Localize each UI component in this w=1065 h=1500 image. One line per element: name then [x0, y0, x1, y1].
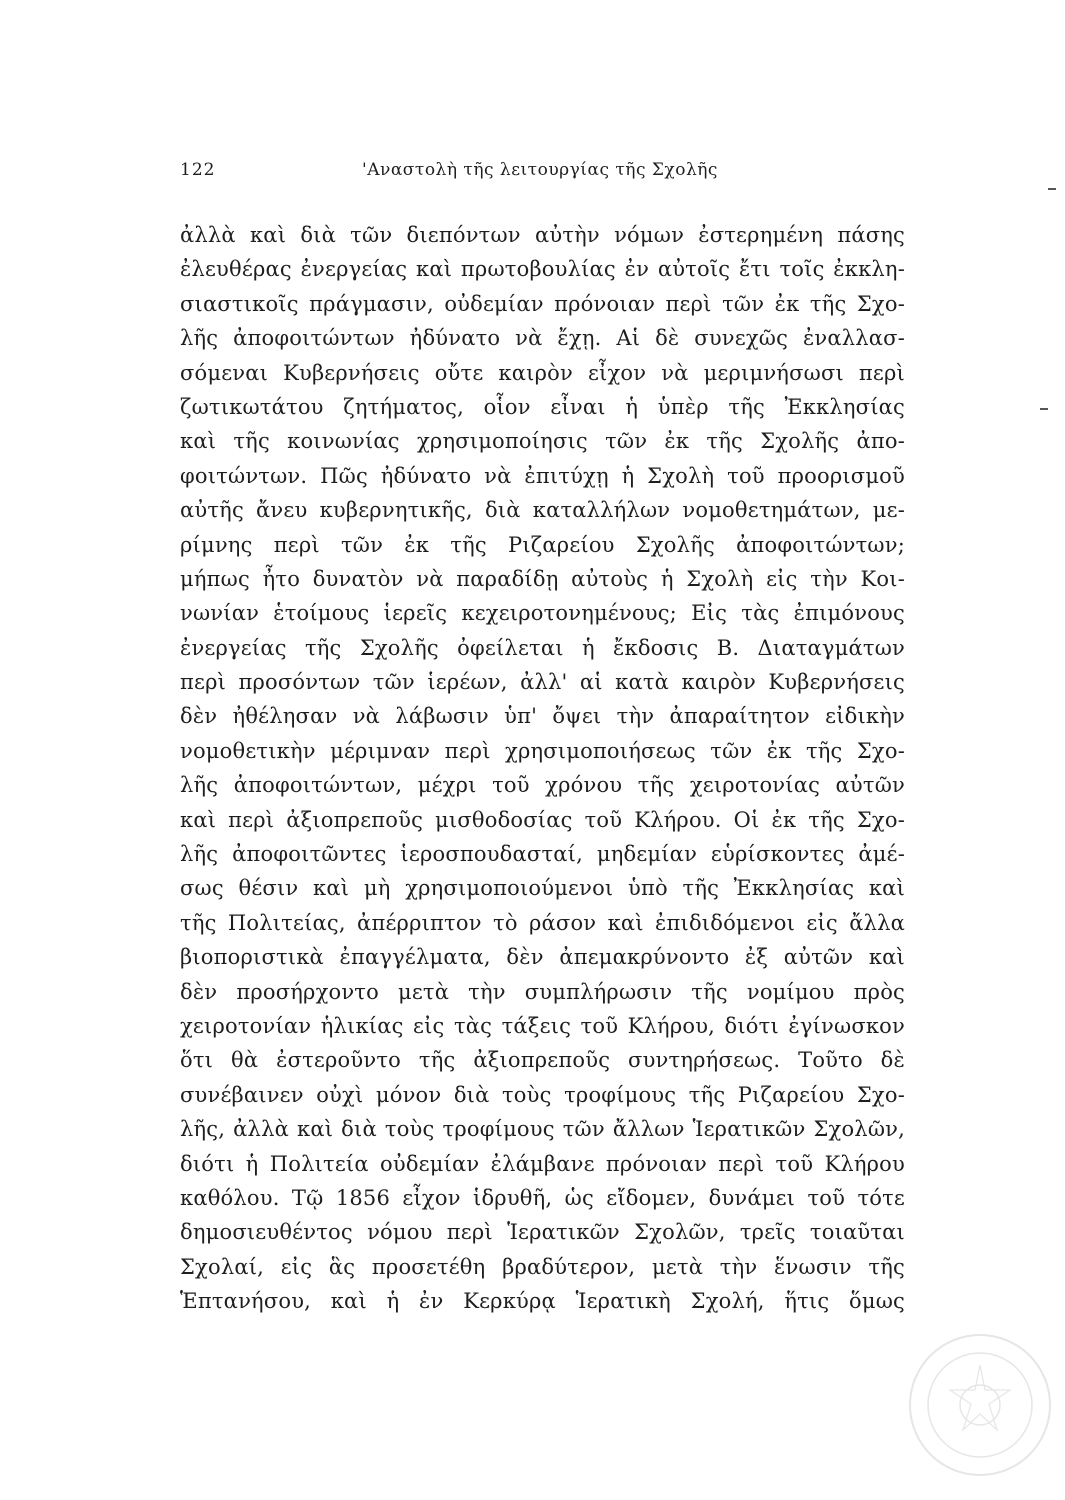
page-header	[180, 160, 900, 190]
text-line: λῆς ἀποφοιτώντων, μέχρι τοῦ χρόνου τῆς χειροτονίας αὐτῶν	[180, 773, 905, 798]
text-line: λῆς ἀποφοιτῶντες ἱεροσπουδασταί, μηδεμίαν εὑρίσκοντες ἀμέ-	[180, 842, 905, 867]
text-line: περὶ προσόντων τῶν ἱερέων, ἀλλ' αἱ κατὰ καιρὸν Κυβερνήσεις	[180, 670, 905, 695]
text-line: βιοποριστικὰ ἐπαγγέλματα, δὲν ἀπεμακρύνοντο ἐξ αὐτῶν καὶ	[180, 945, 905, 970]
text-line: σως θέσιν καὶ μὴ χρησιμοποιούμενοι ὑπὸ τῆς Ἐκκλησίας καὶ	[180, 876, 905, 901]
text-line: λῆς ἀποφοιτώντων ἠδύνατο νὰ ἔχῃ. Αἱ δὲ συνεχῶς ἐναλλασ-	[180, 326, 905, 351]
text-line: ρίμνης περὶ τῶν ἐκ τῆς Ριζαρείου Σχολῆς ἀποφοιτώντων;	[180, 532, 905, 557]
text-line: φοιτώντων. Πῶς ἠδύνατο νὰ ἐπιτύχῃ ἡ Σχολὴ τοῦ προορισμοῦ	[180, 463, 905, 488]
text-line: καθόλου. Τῷ 1856 εἶχον ἱδρυθῆ, ὡς εἴδομεν, δυνάμει τοῦ τότε	[180, 1185, 905, 1210]
text-line: ζωτικωτάτου ζητήματος, οἷον εἶναι ἡ ὑπὲρ τῆς Ἐκκλησίας	[180, 394, 905, 419]
text-line: λῆς, ἀλλὰ καὶ διὰ τοὺς τροφίμους τῶν ἄλλων Ἱερατικῶν Σχολῶν,	[180, 1117, 905, 1142]
text-line: νωνίαν ἑτοίμους ἱερεῖς κεχειροτονημένους; Εἰς τὰς ἐπιμόνους	[180, 601, 905, 626]
library-stamp-icon	[905, 1330, 1055, 1480]
text-line: ἀλλὰ καὶ διὰ τῶν διεπόντων αὐτὴν νόμων ἐστερημένη πάσης	[180, 223, 905, 247]
text-line: χειροτονίαν ἡλικίας εἰς τὰς τάξεις τοῦ Κλήρου, διότι ἐγίνωσκον	[180, 1013, 905, 1038]
text-line: ἐλευθέρας ἐνεργείας καὶ πρωτοβουλίας ἐν αὐτοῖς ἔτι τοῖς ἐκκλη-	[180, 257, 905, 282]
page-number: 122	[180, 160, 216, 180]
text-line: καὶ τῆς κοινωνίας χρησιμοποίησις τῶν ἐκ τῆς Σχολῆς ἀπο-	[180, 429, 905, 454]
text-line: Ἑπτανήσου, καὶ ἡ ἐν Κερκύρᾳ Ἱερατικὴ Σχολή, ἥτις ὅμως	[180, 1289, 905, 1314]
running-title: 'Αναστολὴ τῆς λειτουργίας τῆς Σχολῆς	[362, 160, 718, 180]
text-line: σόμεναι Κυβερνήσεις οὔτε καιρὸν εἶχον νὰ μεριμνήσωσι περὶ	[180, 360, 905, 385]
text-line: δὲν προσήρχοντο μετὰ τὴν συμπλήρωσιν τῆς νομίμου πρὸς	[180, 979, 905, 1004]
text-line: μήπως ἦτο δυνατὸν νὰ παραδίδῃ αὐτοὺς ἡ Σχολὴ εἰς τὴν Κοι-	[180, 566, 905, 591]
text-line: τῆς Πολιτείας, ἀπέρριπτον τὸ ράσον καὶ ἐπιδιδόμενοι εἰς ἄλλα	[180, 910, 905, 935]
text-line: νομοθετικὴν μέριμναν περὶ χρησιμοποιήσεως τῶν ἐκ τῆς Σχο-	[180, 738, 905, 763]
text-line: δημοσιευθέντος νόμου περὶ Ἱερατικῶν Σχολῶν, τρεῖς τοιαῦται	[180, 1220, 905, 1245]
text-line: ὅτι θὰ ἐστεροῦντο τῆς ἀξιοπρεποῦς συντηρήσεως. Τοῦτο δὲ	[180, 1048, 905, 1073]
text-line: καὶ περὶ ἀξιοπρεποῦς μισθοδοσίας τοῦ Κλήρου. Οἱ ἐκ τῆς Σχο-	[180, 807, 905, 832]
text-line: συνέβαινεν οὐχὶ μόνον διὰ τοὺς τροφίμους τῆς Ριζαρείου Σχο-	[180, 1082, 905, 1107]
text-line: σιαστικοῖς πράγμασιν, οὐδεμίαν πρόνοιαν περὶ τῶν ἐκ τῆς Σχο-	[180, 291, 905, 316]
text-line: διότι ἡ Πολιτεία οὐδεμίαν ἐλάμβανε πρόνοιαν περὶ τοῦ Κλήρου	[180, 1151, 905, 1176]
text-line: δὲν ἠθέλησαν νὰ λάβωσιν ὑπ' ὄψει τὴν ἀπαραίτητον εἰδικὴν	[180, 704, 905, 729]
text-line: αὐτῆς ἄνευ κυβερνητικῆς, διὰ καταλλήλων νομοθετημάτων, με-	[180, 498, 905, 523]
text-line: ἐνεργείας τῆς Σχολῆς ὀφείλεται ἡ ἔκδοσις Β. Διαταγμάτων	[180, 635, 905, 660]
margin-mark	[1048, 188, 1056, 190]
text-line: Σχολαί, εἰς ἃς προσετέθη βραδύτερον, μετὰ τὴν ἕνωσιν τῆς	[180, 1254, 905, 1279]
body-text	[180, 218, 905, 1319]
margin-mark	[1040, 408, 1048, 410]
